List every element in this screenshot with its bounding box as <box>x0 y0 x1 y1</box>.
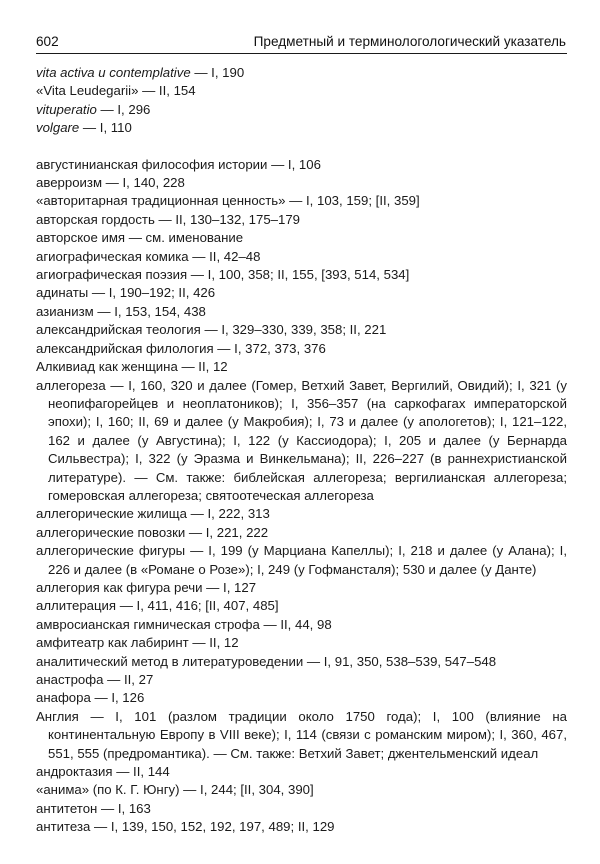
index-entry: vituperatio — I, 296 <box>36 101 151 117</box>
index-entry: Англия — I, 101 (разлом традиции около 1750 года); I, 100 (влияние на континентальную Европу в VIII веке); I, 114 (связи с романским миром); I, 360, 467, 551, 555 (предромантика). — См. также: Ветхий Завет; джентельменский идеал <box>36 708 567 761</box>
index-entry: аллегореза — I, 160, 320 и далее (Гомер, Ветхий Завет, Вергилий, Овидий); I, 321 (у неопифагорейцев и неоплатоников); I, 356–357 (на саркофагах императорской эпохи); I, 160; II, 69 и далее (у Макробия); I, 73 и далее (у апологетов); I, 121–122, 162 и далее (у Августина); I, 122 (у Кассиодора); I, 205 и далее (у Бернарда Сильвестра); I, 322 (у Эразма и Винкельмана); II, 226–227 (в раннехристианской литературе). — См. также: библейская аллегореза; вергилианская аллегореза; гомеровская аллегореза; святоотеческая аллегореза <box>36 377 567 503</box>
running-header <box>36 34 566 49</box>
index-entry: агиографическая поэзия — I, 100, 358; II, 155, [393, 514, 534] <box>36 267 410 283</box>
index-entry: анафора — I, 126 <box>36 690 145 706</box>
index-entry: адинаты — I, 190–192; II, 426 <box>36 285 216 301</box>
index-entry: аллегорические жилища — I, 222, 313 <box>36 506 270 522</box>
index-entry: амвросианская гимническая строфа — II, 44, 98 <box>36 616 332 632</box>
index-body <box>36 64 567 837</box>
index-entry: агиографическая комика — II, 42–48 <box>36 248 261 264</box>
index-entry: «анима» (по К. Г. Юнгу) — I, 244; [II, 304, 390] <box>36 782 314 798</box>
page-number: 602 <box>36 34 59 49</box>
index-entry: аллегория как фигура речи — I, 127 <box>36 579 257 595</box>
index-entry: александрийская теология — I, 329–330, 339, 358; II, 221 <box>36 322 387 338</box>
index-entry: аллитерация — I, 411, 416; [II, 407, 485] <box>36 598 279 614</box>
index-entry: аллегорические повозки — I, 221, 222 <box>36 524 269 540</box>
header-rule <box>36 53 567 54</box>
index-entry: авторская гордость — II, 130–132, 175–179 <box>36 211 301 227</box>
section-gap <box>36 138 567 156</box>
index-entry: Алкивиад как женщина — II, 12 <box>36 359 228 375</box>
index-entry: vita activa и contemplative — I, 190 <box>36 65 245 80</box>
index-entry: анастрофа — II, 27 <box>36 672 154 687</box>
index-entry: антитеза — I, 139, 150, 152, 192, 197, 489; II, 129 <box>36 819 335 835</box>
index-entry: volgare — I, 110 <box>36 120 132 136</box>
index-entry: андроктазия — II, 144 <box>36 764 170 780</box>
index-entry: аналитический метод в литературоведении — I, 91, 350, 538–539, 547–548 <box>36 653 497 669</box>
index-entry: аверроизм — I, 140, 228 <box>36 175 185 191</box>
index-entry: александрийская филология — I, 372, 373, 376 <box>36 340 326 356</box>
index-entry: августинианская философия истории — I, 106 <box>36 156 321 172</box>
index-entry: «Vita Leudegarii» — II, 154 <box>36 83 196 99</box>
running-title: Предметный и терминологологический указатель <box>253 34 566 49</box>
index-entry: амфитеатр как лабиринт — II, 12 <box>36 635 239 651</box>
index-entry: антитетон — I, 163 <box>36 800 151 816</box>
index-entry: аллегорические фигуры — I, 199 (у Марциана Капеллы); I, 218 и далее (у Алана); I, 226 и далее (в «Романе о Розе»); I, 249 (у Гофмансталя); 530 и далее (у Данте) <box>36 543 567 577</box>
index-entry: азианизм — I, 153, 154, 438 <box>36 303 206 319</box>
index-entry: «авторитарная традиционная ценность» — I, 103, 159; [II, 359] <box>36 193 420 209</box>
index-entry: авторское имя — см. именование <box>36 230 244 246</box>
